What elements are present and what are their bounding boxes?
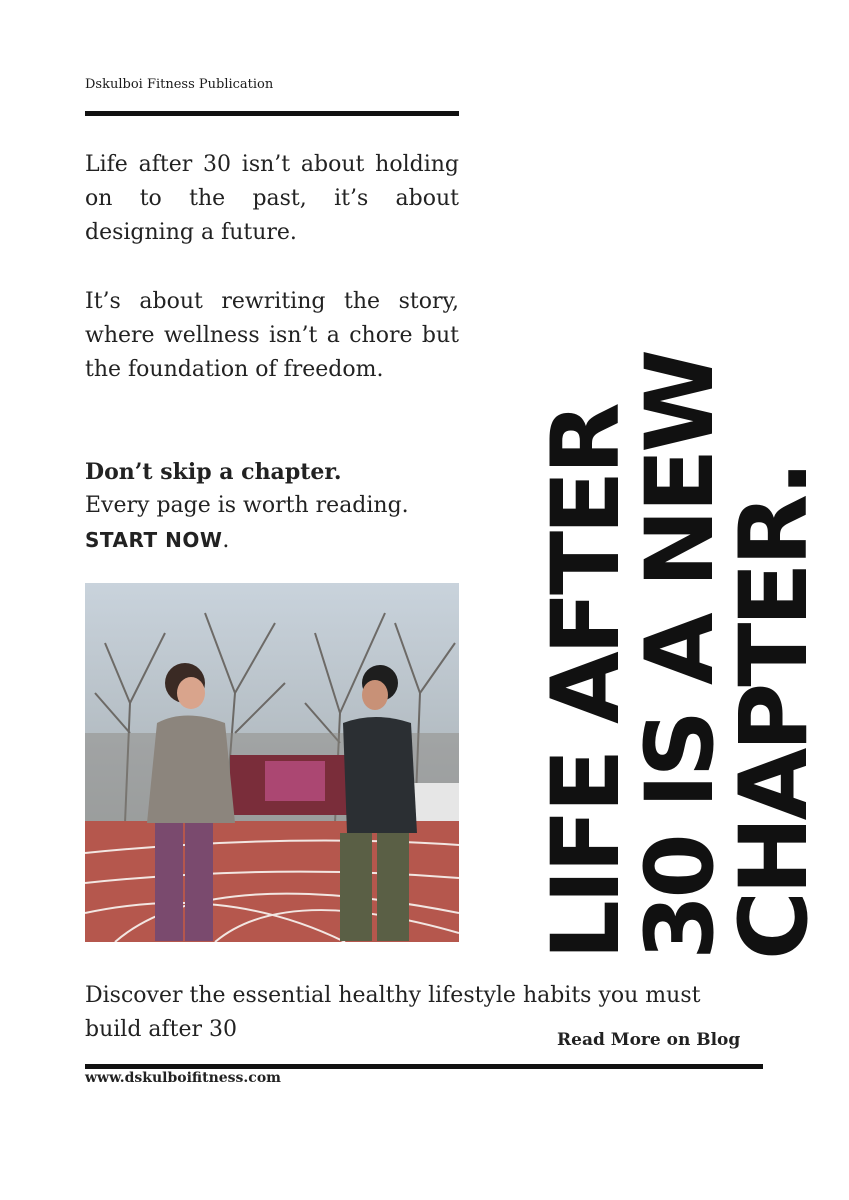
start-now-suffix: . [222, 528, 230, 553]
cta-line: Every page is worth reading. [85, 493, 409, 518]
discover-text: Discover the essential healthy lifestyle habits you must build after 30 [85, 983, 701, 1042]
second-paragraph: It’s about rewriting the story, where wellness isn’t a chore but the foundation of freedom. [85, 289, 459, 382]
intro-paragraph: Life after 30 isn’t about holding on to the past, it’s about designing a future. [85, 152, 459, 245]
photo-illustration [85, 583, 459, 942]
cta-heading: Don’t skip a chapter. [85, 459, 342, 485]
vertical-headline [532, 80, 829, 960]
headline-line-2: 30 IS A NEW [626, 353, 735, 960]
website-link[interactable]: www.dskulboifitness.com [85, 1070, 281, 1086]
start-now-line [85, 523, 465, 558]
bottom-divider [85, 1064, 763, 1069]
start-now-link[interactable]: START NOW [85, 528, 223, 552]
runners-photo [85, 583, 459, 942]
headline-line-3: CHAPTER. [720, 464, 829, 960]
top-divider [85, 111, 459, 116]
call-to-action [85, 455, 465, 558]
publication-name: Dskulboi Fitness Publication [85, 77, 274, 92]
headline-line-1: LIFE AFTER [532, 406, 641, 960]
read-more-link[interactable]: Read More on Blog [557, 1030, 741, 1050]
